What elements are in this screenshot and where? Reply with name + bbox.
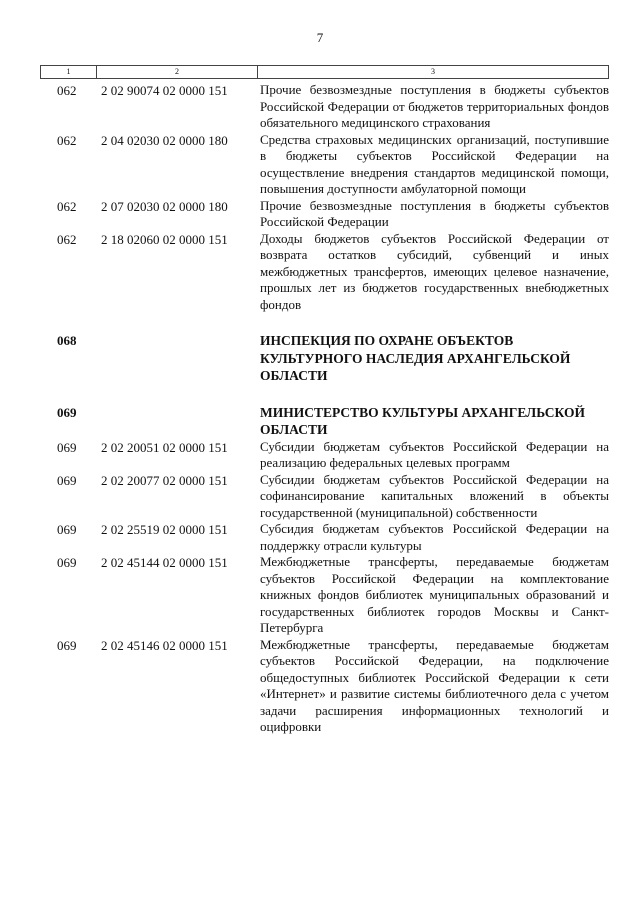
revenue-name: Межбюджетные трансферты, передаваемые бюджетам субъектов Российской Федерации на комплектование книжных фондов библиотек муниципальных образований и государственных библиотек городов Москвы и Санкт-Петербурга: [260, 554, 609, 635]
revenue-name: Межбюджетные трансферты, передаваемые бюджетам субъектов Российской Федерации, на подключение общедоступных библиотек Российской Федерации к сети «Интернет» и развитие системы библиотечного дела с учетом задачи расширения информационных технологий и оцифровки: [260, 636, 609, 734]
table-row: [0, 132, 640, 198]
section-heading: ИНСПЕКЦИЯ ПО ОХРАНЕ ОБЪЕКТОВ КУЛЬТУРНОГО НАСЛЕДИЯ АРХАНГЕЛЬСКОЙ ОБЛАСТИ: [260, 333, 571, 383]
revenue-code: 2 02 25519 02 0000 151: [101, 522, 228, 537]
admin-code: 069: [57, 472, 77, 488]
admin-code: 068: [57, 333, 77, 348]
page-number: 7: [316, 30, 324, 45]
revenue-name: Субсидия бюджетам субъектов Российской Федерации на поддержку отрасли культуры: [260, 521, 609, 553]
revenue-name: Доходы бюджетов субъектов Российской Федерации от возврата остатков субсидий, субвенций и иных межбюджетных трансфертов, имеющих целевое назначение, прошлых лет из бюджетов государственных внебюджетных фондов: [260, 230, 609, 312]
header-col-1: 1: [41, 66, 97, 78]
section-heading: МИНИСТЕРСТВО КУЛЬТУРЫ АРХАНГЕЛЬСКОЙ ОБЛАСТИ: [260, 404, 585, 437]
section-heading-row: [0, 404, 640, 439]
table-row: [0, 554, 640, 637]
revenue-code: 2 04 02030 02 0000 180: [101, 132, 228, 148]
table-header: [40, 65, 609, 79]
revenue-name: Субсидии бюджетам субъектов Российской Федерации на реализацию федеральных целевых программ: [260, 438, 609, 470]
admin-code: 069: [57, 522, 77, 537]
table-row: [0, 472, 640, 522]
revenue-name: Средства страховых медицинских организаций, поступившие в бюджеты субъектов Российской Федерации на осуществление внедрения стандартов медицинской помощи, повышения доступности амбулаторной помощи: [260, 131, 609, 196]
table-row: [0, 82, 640, 132]
admin-code: 069: [57, 637, 77, 653]
revenue-code: 2 02 45144 02 0000 151: [101, 555, 228, 570]
admin-code: 062: [57, 83, 77, 98]
header-col-3: 3: [431, 67, 435, 76]
revenue-code: 2 02 20077 02 0000 151: [101, 472, 228, 488]
table-row: [0, 637, 640, 736]
revenue-code: 2 02 90074 02 0000 151: [101, 83, 228, 98]
table-row: [0, 231, 640, 314]
revenue-name: Субсидии бюджетам субъектов Российской Федерации на софинансирование капитальных вложений в объекты государственной (муниципальной) собственности: [260, 471, 609, 520]
admin-code: 062: [57, 231, 77, 247]
table-body: [0, 82, 640, 736]
revenue-code: 2 02 45146 02 0000 151: [101, 637, 228, 653]
revenue-name: Прочие безвозмездные поступления в бюджеты субъектов Российской Федерации от бюджетов территориальных фондов обязательного медицинского страхования: [260, 82, 609, 130]
admin-code: 062: [57, 198, 77, 214]
section-heading-row: [0, 332, 640, 385]
header-col-2: 2: [97, 66, 258, 78]
table-row: [0, 521, 640, 554]
table-row: [0, 439, 640, 472]
admin-code: 069: [57, 439, 77, 455]
revenue-name: Прочие безвозмездные поступления в бюджеты субъектов Российской Федерации: [260, 197, 609, 229]
admin-code: 069: [57, 555, 77, 570]
admin-code: 062: [57, 132, 77, 148]
table-row: [0, 198, 640, 231]
revenue-code: 2 07 02030 02 0000 180: [101, 198, 228, 214]
revenue-code: 2 18 02060 02 0000 151: [101, 231, 228, 247]
revenue-code: 2 02 20051 02 0000 151: [101, 439, 228, 455]
admin-code: 069: [57, 404, 77, 420]
